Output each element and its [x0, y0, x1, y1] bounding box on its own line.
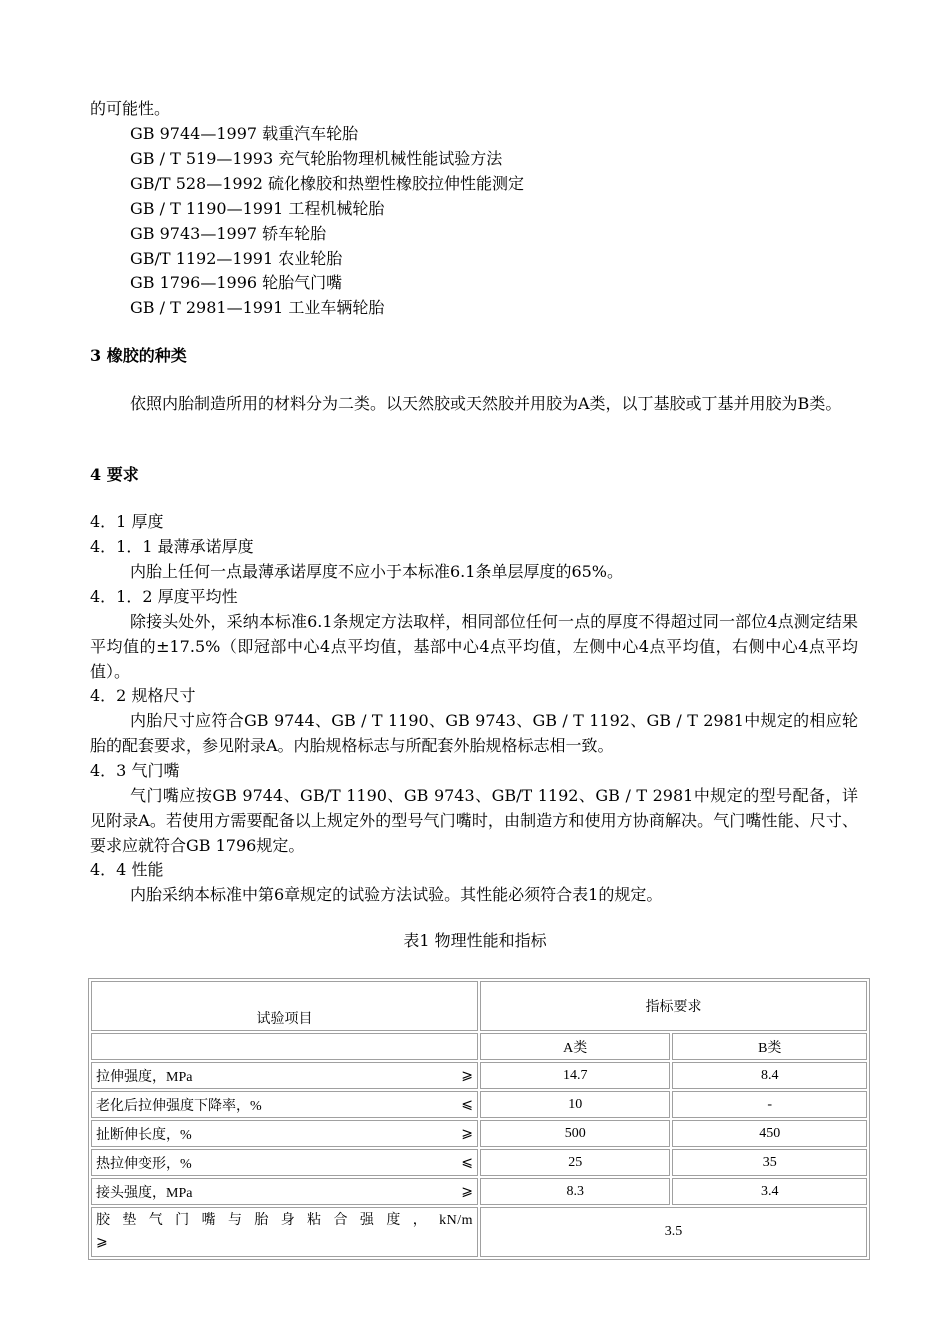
test-item-label: 热拉伸变形，%: [96, 1156, 192, 1172]
section-3-heading: 3 橡胶的种类: [90, 346, 187, 365]
class-b-value: -: [672, 1091, 867, 1118]
standard-ref: GB / T 519—1993 充气轮胎物理机械性能试验方法: [130, 149, 503, 168]
section-4-heading: 4 要求: [90, 465, 139, 484]
class-a-value: 8.3: [480, 1178, 670, 1205]
header-requirement: 指标要求: [480, 981, 867, 1031]
table-row: [91, 1091, 867, 1118]
table-row: [91, 1207, 867, 1257]
comparison-symbol: ⩾: [461, 1068, 473, 1083]
standard-ref: GB 9744—1997 载重汽车轮胎: [130, 124, 359, 143]
standard-ref: GB/T 1192—1991 农业轮胎: [130, 249, 343, 268]
table-row: [91, 1178, 867, 1205]
class-a-value: 14.7: [480, 1062, 670, 1089]
test-item-label: 扯断伸长度，%: [96, 1127, 192, 1143]
comparison-symbol: ⩾: [461, 1126, 473, 1141]
section-4-4-body: 内胎采纳本标准中第6章规定的试验方法试验。其性能必须符合表1的规定。: [130, 885, 663, 904]
section-4-1-1-body: 内胎上任何一点最薄承诺厚度不应小于本标准6.1条单层厚度的65%。: [130, 562, 624, 581]
section-4-3-heading: 4．3 气门嘴: [90, 761, 180, 780]
section-4-1-2-body: 除接头处外，采纳本标准6.1条规定方法取样，相同部位任何一点的厚度不得超过同一部位4点测定结果平均值的±17.5%（即冠部中心4点平均值，基部中心4点平均值，左侧中心4点平均值，右侧中心4点平均值）。: [90, 612, 858, 681]
class-a-value: 10: [480, 1091, 670, 1118]
test-item-cell: [91, 1120, 478, 1147]
table-caption: 表1 物理性能和指标: [403, 931, 547, 950]
section-4-4-heading: 4．4 性能: [90, 860, 164, 879]
standard-ref: GB / T 2981—1991 工业车辆轮胎: [130, 298, 385, 317]
class-b-value: 450: [672, 1120, 867, 1147]
properties-table: [88, 978, 870, 1260]
test-item-label: 老化后拉伸强度下降率，%: [96, 1098, 262, 1114]
class-b-value: 8.4: [672, 1062, 867, 1089]
comparison-symbol: ⩾: [461, 1184, 473, 1199]
table-row: [91, 1149, 867, 1176]
combined-value: 3.5: [480, 1207, 867, 1257]
table-row: [91, 1120, 867, 1147]
table-row: [91, 1062, 867, 1089]
header-blank-cell: [91, 1033, 478, 1060]
test-item-cell: [91, 1178, 478, 1205]
section-4-1-heading: 4．1 厚度: [90, 512, 164, 531]
class-b-value: 35: [672, 1149, 867, 1176]
standard-ref: GB 9743—1997 轿车轮胎: [130, 224, 327, 243]
test-item-cell: [91, 1062, 478, 1089]
section-4-1-1-heading: 4．1．1 最薄承诺厚度: [90, 537, 254, 556]
header-test-item: 试验项目: [91, 981, 478, 1031]
table-header-row: [91, 981, 867, 1031]
test-item-cell: [91, 1149, 478, 1176]
table-subheader-row: [91, 1033, 867, 1060]
section-3-body: 依照内胎制造所用的材料分为二类。以天然胶或天然胶并用胶为A类，以丁基胶或丁基并用胶为B类。: [130, 394, 842, 413]
comparison-symbol: ⩽: [461, 1097, 473, 1112]
test-item-label: 拉伸强度，MPa: [96, 1069, 193, 1085]
intro-tail: 的可能性。: [90, 99, 171, 118]
standard-ref: GB / T 1190—1991 工程机械轮胎: [130, 199, 385, 218]
class-b-value: 3.4: [672, 1178, 867, 1205]
class-a-value: 500: [480, 1120, 670, 1147]
header-class-b: B类: [672, 1033, 867, 1060]
test-item-cell: [91, 1207, 478, 1257]
section-4-1-2-heading: 4．1．2 厚度平均性: [90, 587, 238, 606]
test-item-label: 胶垫气门嘴与胎身粘合强度，kN/m: [96, 1213, 473, 1228]
standard-ref: GB/T 528—1992 硫化橡胶和热塑性橡胶拉伸性能测定: [130, 174, 525, 193]
section-4-3-body: 气门嘴应按GB 9744、GB/T 1190、GB 9743、GB/T 1192、GB / T 2981中规定的型号配备，详见附录A。若使用方需要配备以上规定外的型号气门嘴时，由制造方和使用方协商解决。气门嘴性能、尺寸、要求应就符合GB 1796规定。: [90, 786, 858, 855]
test-item-cell: [91, 1091, 478, 1118]
comparison-symbol: ⩾: [96, 1235, 108, 1250]
class-a-value: 25: [480, 1149, 670, 1176]
section-4-2-body: 内胎尺寸应符合GB 9744、GB / T 1190、GB 9743、GB / T 1192、GB / T 2981中规定的相应轮胎的配套要求，参见附录A。内胎规格标志与所配套外胎规格标志相一致。: [90, 711, 858, 755]
section-4-2-heading: 4．2 规格尺寸: [90, 686, 196, 705]
comparison-symbol: ⩽: [461, 1155, 473, 1170]
header-class-a: A类: [480, 1033, 670, 1060]
test-item-label: 接头强度，MPa: [96, 1185, 193, 1201]
standard-ref: GB 1796—1996 轮胎气门嘴: [130, 273, 343, 292]
